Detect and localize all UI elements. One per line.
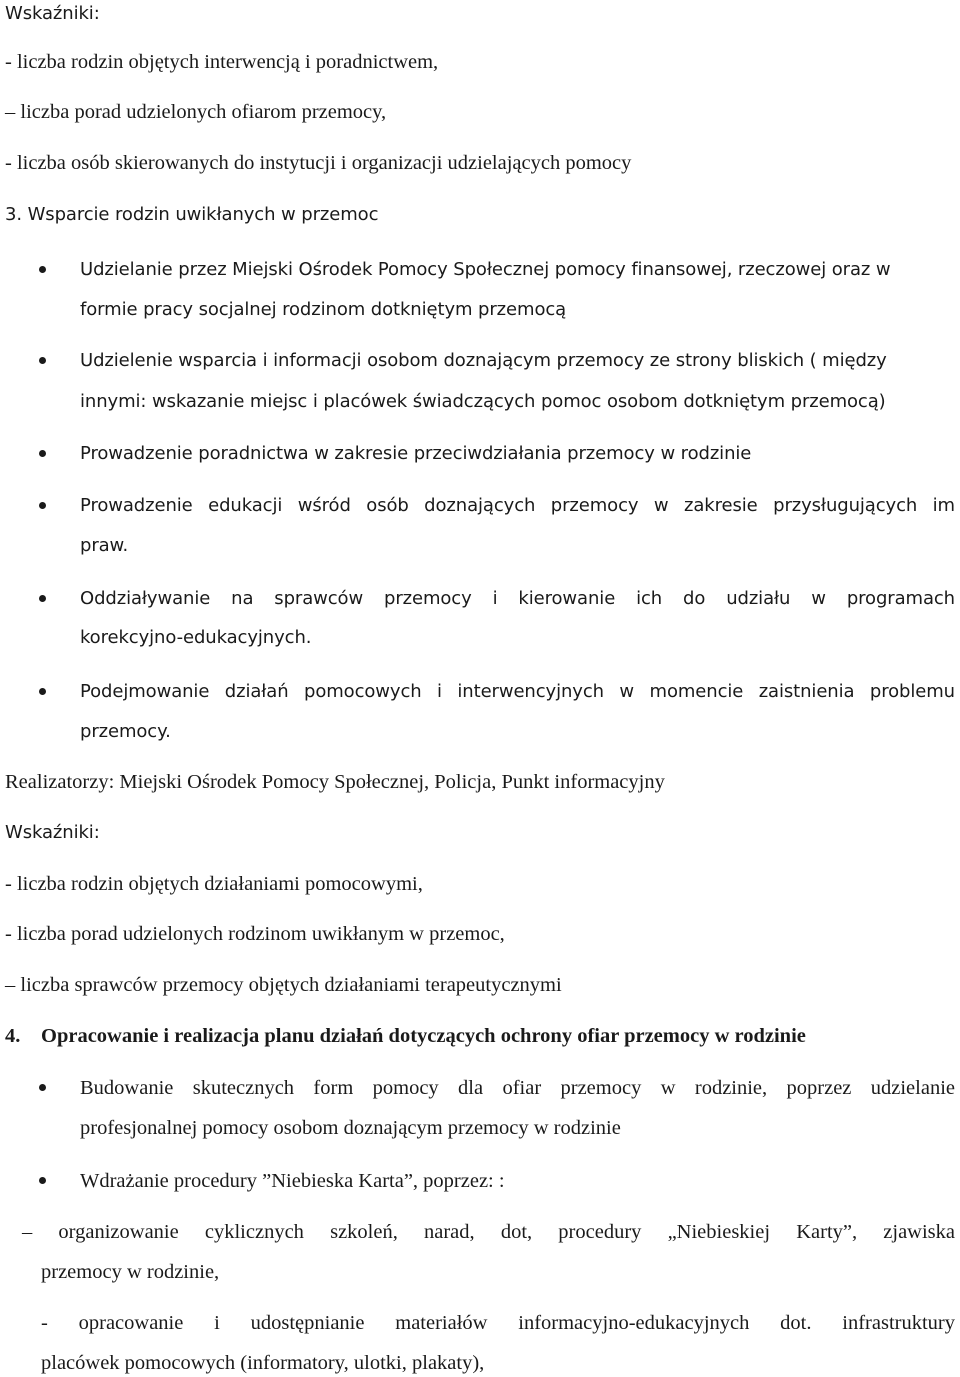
indicators-heading: Wskaźniki: bbox=[5, 3, 100, 24]
list-item-line: praw. bbox=[80, 535, 129, 556]
indicator-item: - liczba rodzin objętych interwencją i poradnictwem, bbox=[5, 51, 439, 73]
realizers-text: Realizatorzy: Miejski Ośrodek Pomocy Społecznej, Policja, Punkt informacyjny bbox=[5, 771, 665, 793]
dash-item-line: - opracowanie i udostępnianie materiałów informacyjno-edukacyjnych dot. infrastruktury bbox=[41, 1312, 955, 1334]
bullet-icon bbox=[39, 502, 46, 509]
indicator-item: – liczba sprawców przemocy objętych działaniami terapeutycznymi bbox=[5, 974, 562, 996]
bullet-icon bbox=[39, 595, 46, 602]
list-item-line: profesjonalnej pomocy osobom doznającym przemocy w rodzinie bbox=[80, 1117, 621, 1139]
list-item-line: Wdrażanie procedury ”Niebieska Karta”, poprzez: : bbox=[80, 1170, 505, 1192]
bullet-icon bbox=[39, 266, 46, 273]
list-item-line: Oddziaływanie na sprawców przemocy i kierowanie ich do udziału w programach bbox=[80, 588, 955, 609]
list-item-line: Prowadzenie edukacji wśród osób doznających przemocy w zakresie przysługujących im bbox=[80, 495, 955, 516]
bullet-icon bbox=[39, 1084, 46, 1091]
list-item-line: Prowadzenie poradnictwa w zakresie przeciwdziałania przemocy w rodzinie bbox=[80, 443, 752, 464]
indicator-item: – liczba porad udzielonych ofiarom przemocy, bbox=[5, 101, 387, 123]
indicator-item: - liczba osób skierowanych do instytucji i organizacji udzielających pomocy bbox=[5, 152, 632, 174]
indicator-item: - liczba porad udzielonych rodzinom uwikłanym w przemoc, bbox=[5, 923, 505, 945]
list-item-line: Udzielanie przez Miejski Ośrodek Pomocy Społecznej pomocy finansowej, rzeczowej oraz w bbox=[80, 259, 891, 280]
list-item-line: korekcyjno-edukacyjnych. bbox=[80, 627, 312, 648]
dash-item-line: placówek pomocowych (informatory, ulotki, plakaty), bbox=[41, 1352, 485, 1374]
dash-item-line: – organizowanie cyklicznych szkoleń, narad, dot, procedury „Niebieskiej Karty”, zjawiska bbox=[22, 1221, 955, 1243]
list-item-line: przemocy. bbox=[80, 721, 171, 742]
bullet-icon bbox=[39, 450, 46, 457]
section-4-number: 4. bbox=[5, 1025, 21, 1047]
list-item-line: innymi: wskazanie miejsc i placówek świadczących pomoc osobom dotkniętym przemocą) bbox=[80, 391, 886, 412]
list-item-line: formie pracy socjalnej rodzinom dotkniętym przemocą bbox=[80, 299, 567, 320]
indicators-heading: Wskaźniki: bbox=[5, 822, 100, 843]
section-3-title: 3. Wsparcie rodzin uwikłanych w przemoc bbox=[5, 204, 379, 225]
list-item-line: Budowanie skutecznych form pomocy dla ofiar przemocy w rodzinie, poprzez udzielanie bbox=[80, 1077, 955, 1099]
list-item-line: Podejmowanie działań pomocowych i interwencyjnych w momencie zaistnienia problemu bbox=[80, 681, 955, 702]
list-item-line: Udzielenie wsparcia i informacji osobom doznającym przemocy ze strony bliskich ( między bbox=[80, 350, 887, 371]
bullet-icon bbox=[39, 688, 46, 695]
section-4-title: Opracowanie i realizacja planu działań dotyczących ochrony ofiar przemocy w rodzinie bbox=[41, 1025, 806, 1047]
dash-item-line: przemocy w rodzinie, bbox=[41, 1261, 220, 1283]
bullet-icon bbox=[39, 1177, 46, 1184]
bullet-icon bbox=[39, 357, 46, 364]
indicator-item: - liczba rodzin objętych działaniami pomocowymi, bbox=[5, 873, 423, 895]
